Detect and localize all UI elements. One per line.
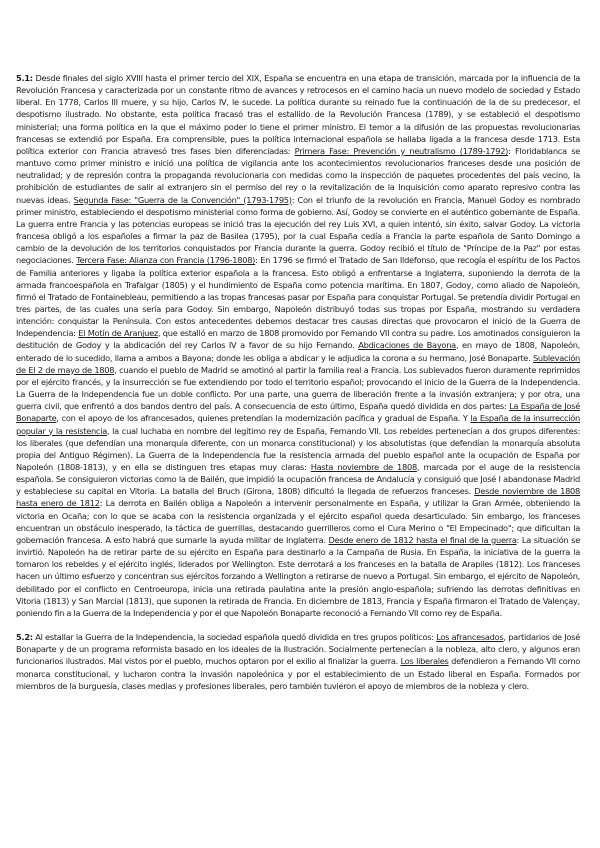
underlined-heading-1812-final: Desde enero de 1812 hasta el final de la guerra bbox=[328, 534, 517, 545]
text-segment: : Floridablanca se mantuvo como primer ministro e inició una política de vigilancia ante los acontecimientos revolucionarios franceses desde una posición de neutralidad; y de represión contra la propaganda revolucionaria con medidas como la inspección de paquetes procedentes del país vecino, la prohibición de estudiantes de salir al extranjero sin el permiso del rey o la revitalización de la Inquisición como aparato represivo contra las nuevas ideas. bbox=[16, 145, 581, 205]
underlined-heading-sublevacion: Sublevación de El 2 de mayo de 1808 bbox=[16, 352, 580, 375]
text-segment: : En 1796 se firmó el Tratado de San Ildefonso, que recogía el espíritu de los Pactos de Familia anteriores y ligaba la política exterior española a la francesa. Esto obligó a enfrentarse a Inglaterra, suponiendo la derrota de la armada francoespañola en Trafalgar (1805) y el hundimiento de España como potencia marítima. En 1807, Godoy, como aliado de Napoleón, firmó el Tratado de Fontainebleau, permitiendo a las tropas francesas pasar por España para conquistar Portugal. Se pretendía dividir Portugal en tres partes, de las cuales una sería para Godoy. Sin embargo, Napoleón distribuyó todas sus tropas por España, mostrando su verdadera intención: conquistar la Península. Con estos antecedentes debemos destacar tres causas directas que provocaron el inicio de la Guerra de Independencia: bbox=[16, 255, 581, 339]
underlined-heading-hasta-1808: Hasta noviembre de 1808 bbox=[310, 462, 417, 472]
text-segment: , la cual luchaba en nombre del legítimo rey de España, Fernando VII. Los rebeldes pertenecían a dos grupos diferentes: los liberales (que defendían una monarquía diferente, con un monarca constitucional) y los absolutistas (que defendían la monarquía absoluta propia del Antiguo Régimen). La Guerra de la Independencia fue la resistencia armada del pueblo español ante la ocupación de España por Napoleón (1808-1813), y en ella se distinguen tres etapas muy claras: bbox=[16, 425, 580, 472]
text-segment: Al estallar la Guerra de la Independencia, la sociedad española quedó dividida en tres grupos políticos: bbox=[32, 632, 437, 643]
text-segment: : La derrota en Bailén obliga a Napoleón a intervenir personalmente en España, y utilizar la Gran Armée, obteniendo la victoria en Ocaña; con lo que se acaba con la resistencia organizada y el ejército español queda desarticulado. Sin embargo, los franceses encuentran un obstáculo inesperado, la táctica de guerrillas, destacando guerrilleros como el Cura Merino o "El Empecinado"; que dificultan la gobernación francesa. A esto habrá que sumarle la ayuda militar de Inglaterra. bbox=[16, 498, 580, 545]
underlined-heading-espana-jose: La España de José Bonaparte bbox=[16, 401, 581, 424]
underlined-heading-primera-fase: Primera Fase: Prevención y neutralismo (1789-1792) bbox=[294, 145, 509, 156]
underlined-heading-1808-1812: Desde noviembre de 1808 hasta enero de 1812 bbox=[16, 486, 580, 509]
text-segment: , con el apoyo de los afrancesados, quienes pretendían la modernización pacífica y gradual de España. Y bbox=[56, 413, 471, 424]
text-segment: , cuando el pueblo de Madrid se amotinó al partir la familia real a Francia. Los sublevados fueron duramente reprimidos por el ejército francés, y la insurrección se fue extendiendo por todo el territorio español; provocando el inicio de la Guerra de la Independencia. La Guerra de la Independencia fue un doble conflicto. Por una parte, una guerra de liberación frente a la invasión extranjera; y por otra, una guerra civil, que enfrentó a dos bandos dentro del país. A consecuencia de esto último, España quedó dividida en dos partes: bbox=[16, 364, 580, 412]
text-segment: , marcada por el auge de la resistencia española. Se consiguieron victorias como la de Bailén, que impidió la ocupación francesa de Andalucía y consiguió que José I abandonase Madrid y estableciese su capital en Vitoria. La batalla del Bruch (Girona, 1808) dificultó la llegada de refuerzos franceses. bbox=[16, 462, 580, 497]
underlined-heading-motin-aranjuez: El Motín de Aranjuez bbox=[78, 328, 158, 339]
text-segment: defendieron a Fernando VII como monarca constitucional, y lucharon contra la invasión napoleónica y por el establecimiento de un Estado liberal en España. Formados por miembros de la burguesía, clases medias y profesiones liberales, pero también tuvieron el apoyo de miembros de la nobleza y clero. bbox=[16, 656, 580, 691]
text-segment: , que estalló en marzo de 1808 promovido por Fernando VII contra su padre. Los amotinados consiguieron la destitución de Godoy y la abdicación del rey Carlos IV a favor de su hijo Fernando. bbox=[16, 328, 580, 351]
text-segment: : Con el triunfo de la revolución en Francia, Manuel Godoy es nombrado primer ministro, estableciendo el despotismo ministerial como forma de gobierno. Así, Godoy se convierte en el auténtico gobernante de España. La guerra entre Francia y las potencias europeas se inició tras la ejecución del rey Luis XVI, a quien intentó, sin éxito, salvar Godoy. La victoria francesa obligó a los españoles a firmar la paz de Basilea (1795), por la cual España cedía a Francia la parte española de Santo Domingo a cambio de la devolución de los territorios conquistados por Francia durante la guerra. Godoy recibió el título de "Príncipe de la Paz" por estas negociaciones. bbox=[16, 194, 581, 266]
underlined-heading-afrancesados: Los afrancesados bbox=[436, 632, 504, 643]
section-5-1 bbox=[16, 72, 580, 619]
section-number: 5.1: bbox=[16, 73, 33, 83]
text-segment: Desde finales del siglo XVIII hasta el primer tercio del XIX, España se encuentra en una etapa de transición, marcada por la influencia de la Revolución Francesa y caracterizada por un constante ritmo de avances y retrocesos en el camino hacia un nuevo modelo de sociedad y Estado liberal. En 1778, Carlos III muere, y su hijo, Carlos IV, le sucede. La política durante su reinado fue la continuación de la de su predecesor, el despotismo ilustrado. No obstante, esta política fracasó tras el estallido de la Revolución Francesa (1789), y se estableció el despotismo ministerial; una forma política en la que el máximo poder lo tiene el primer ministro. El temor a la difusión de las propuestas revolucionarias francesas se extendió por España. Era comprensible, pues la política internacional española se hallaba ligada a la francesa desde 1713. Esta política exterior con Francia atravesó tres fases bien diferenciadas: bbox=[16, 73, 580, 156]
text-segment: : La situación se invirtió. Napoleón ha de retirar parte de su ejército en España para destinarlo a la Campaña de Rusia. En España, la iniciativa de la guerra la tomaron los rebeldes y el ejército inglés, liderados por Wellington. Este derrotará a los franceses en la batalla de Arapiles (1812). Los franceses hacen un último esfuerzo y concentran sus ejércitos forzando a Wellington a retirarse de nuevo a Portugal. Sin embargo, el ejército de Napoleón, debilitado por el conflicto en Centroeuropa, inicia una retirada paulatina ante la presión anglo-española; sufriendo las derrotas definitivas en Vitoria (1813) y San Marcial (1813), que suponen la retirada de Francia. En diciembre de 1813, Francia y España firmaron el Tratado de Valençay, poniendo fin a la Guerra de la Independencia y por el que Napoleón Bonaparte reconoció a Fernando VII como rey de España. bbox=[16, 534, 580, 618]
text-segment: , en mayo de 1808, Napoleón, enterado de lo sucedido, llama a ambos a Bayona; donde les obliga a abdicar y le adjudica la corona a su hermano, José Bonaparte. bbox=[16, 340, 581, 363]
underlined-heading-tercera-fase: Tercera Fase: Alianza con Francia (1796-1808) bbox=[76, 255, 256, 266]
section-number: 5.2: bbox=[16, 632, 33, 643]
section-5-2 bbox=[16, 631, 580, 692]
underlined-heading-espana-insurreccion: la España de la insurrección popular y la resistencia bbox=[16, 413, 580, 436]
underlined-heading-abdicaciones-bayona: Abdicaciones de Bayona bbox=[358, 340, 456, 351]
underlined-heading-liberales: Los liberales bbox=[400, 656, 449, 667]
text-segment: , partidarios de José Bonaparte y de un programa reformista basado en los ideales de la Ilustración. Socialmente pertenecían a la nobleza, alto clero, y algunos eran funcionarios ilustrados. Mal vistos por el pueblo, muchos optaron por el exilio al finalizar la guerra. bbox=[16, 632, 580, 667]
underlined-heading-segunda-fase: Segunda Fase: "Guerra de la Convención" (1793-1795) bbox=[73, 194, 292, 205]
